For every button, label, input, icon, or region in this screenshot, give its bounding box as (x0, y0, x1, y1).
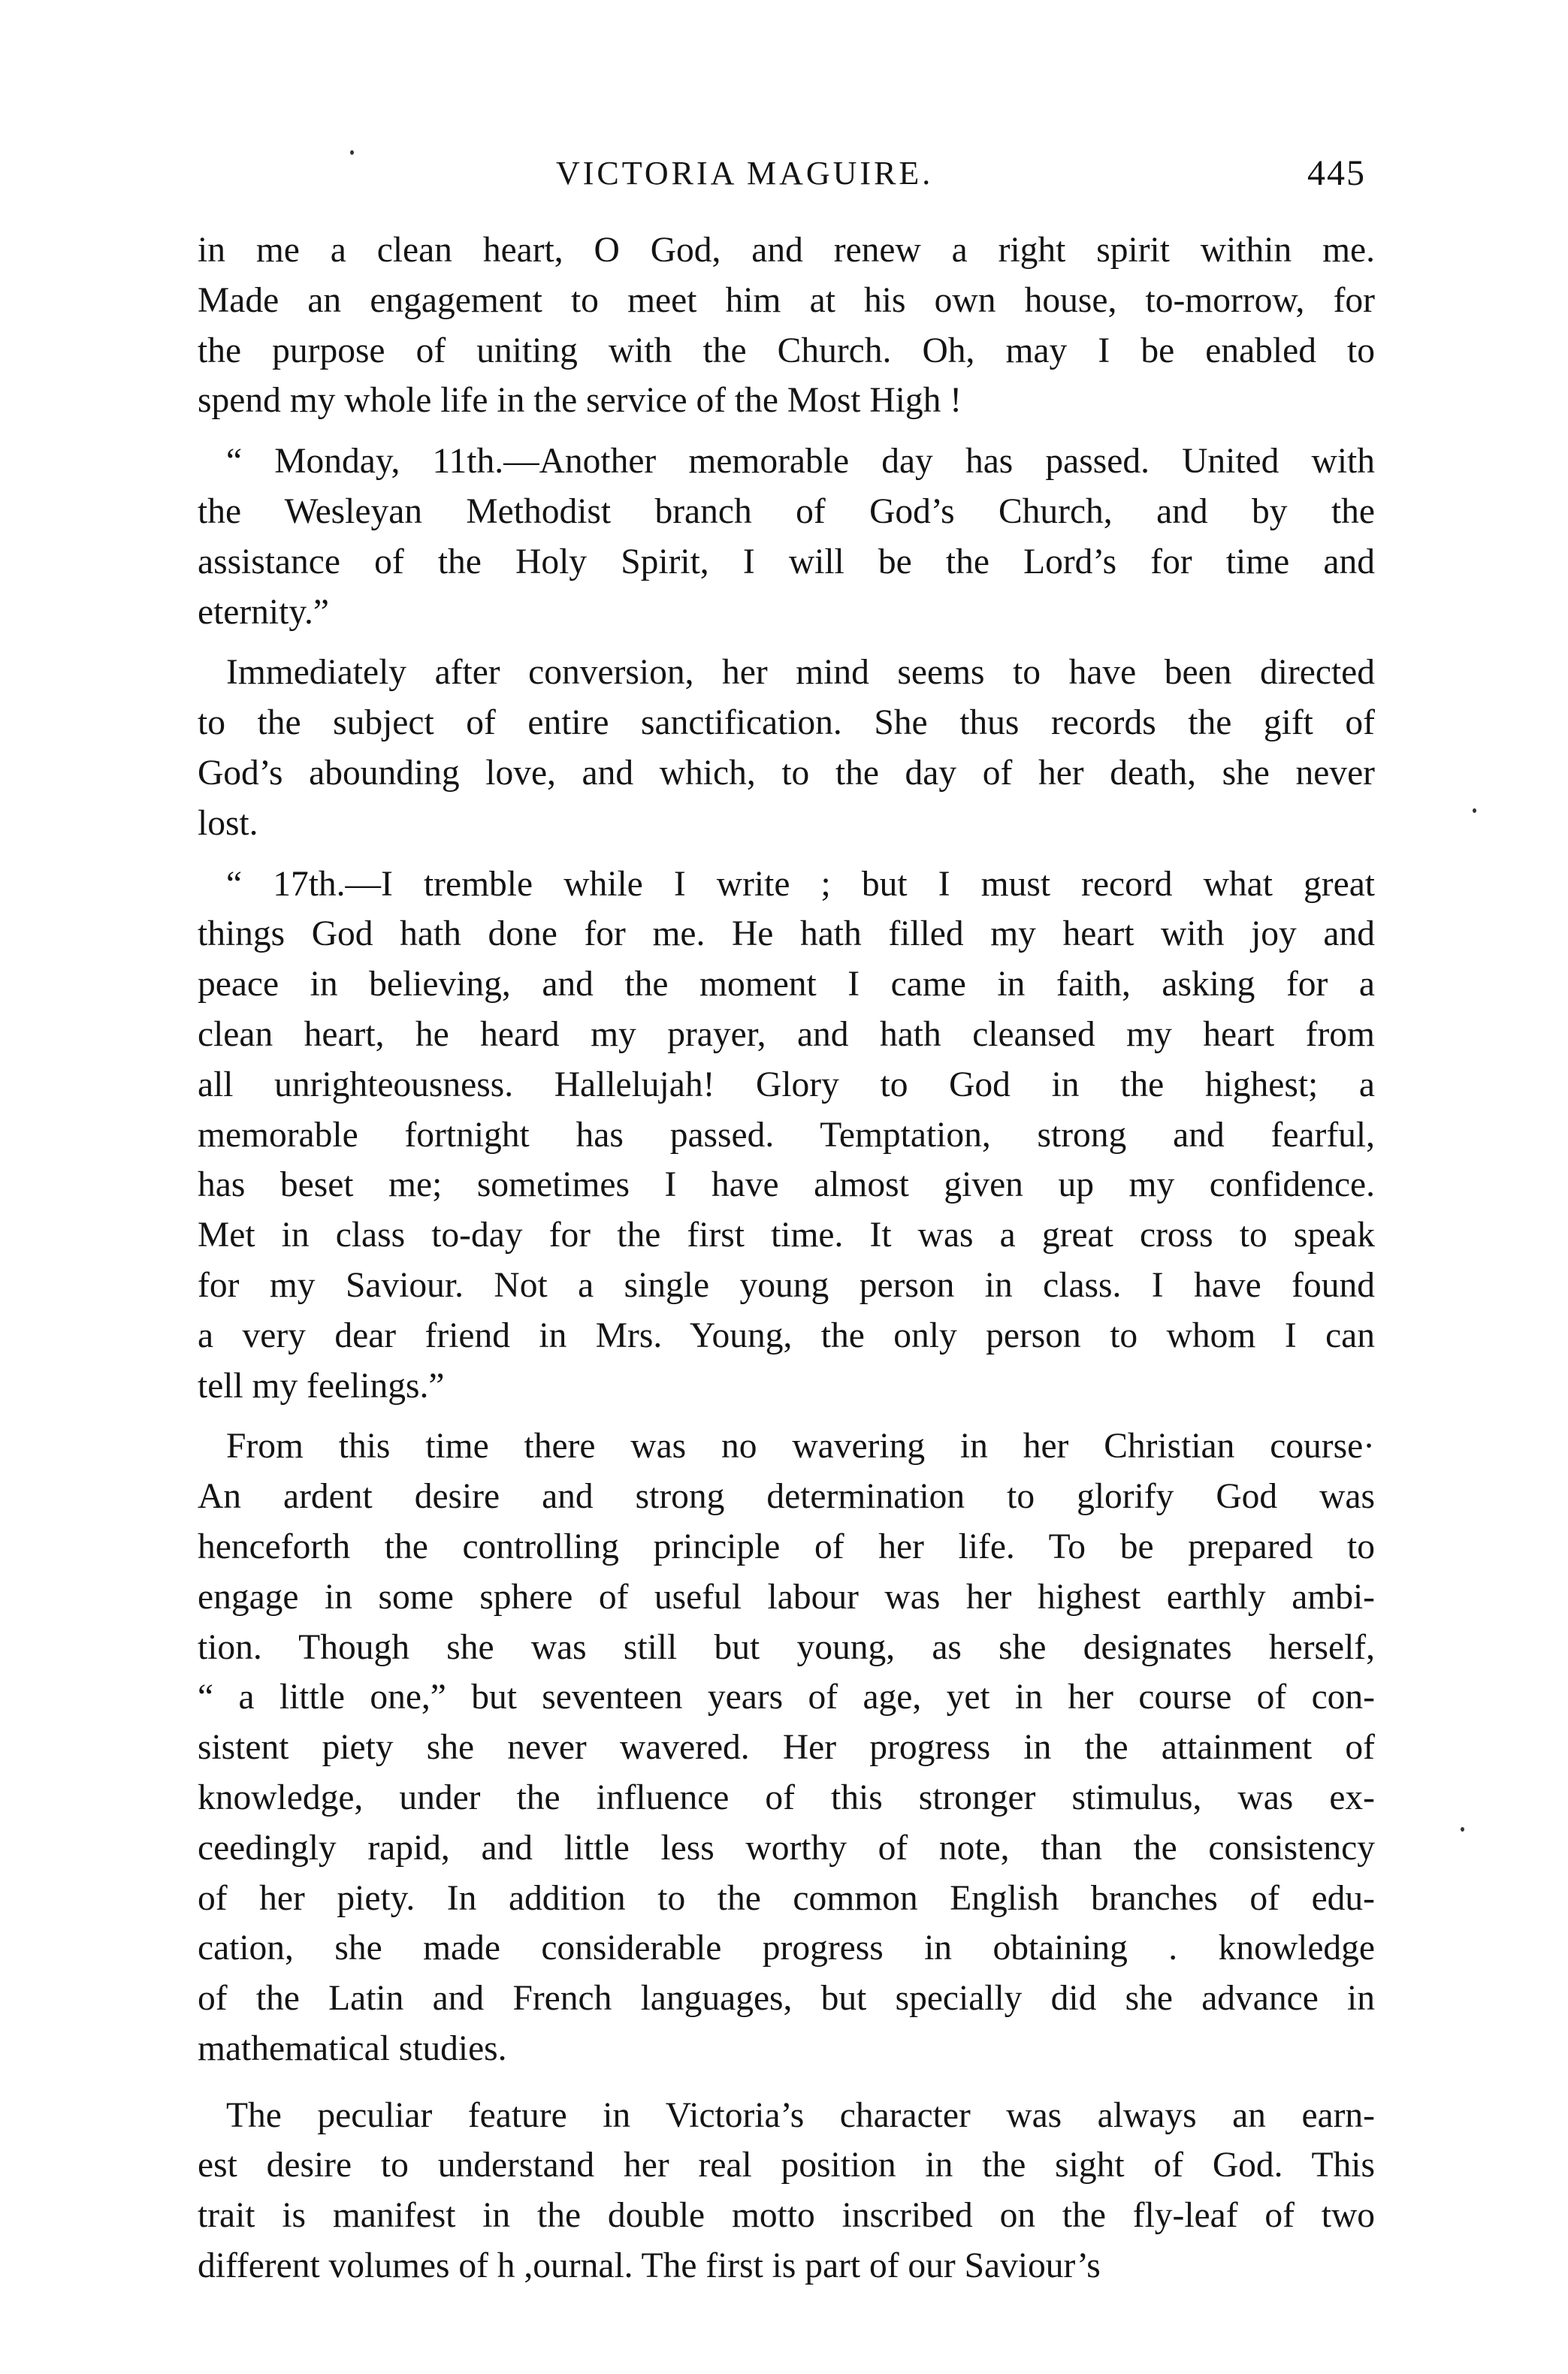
text-line: for my Saviour. Not a single young person in class. I have found (198, 1265, 1375, 1305)
text-line: clean heart, he heard my prayer, and hath cleansed my heart from (198, 1014, 1375, 1054)
text-line: sistent piety she never wavered. Her progress in the attainment of (198, 1728, 1375, 1768)
text-line: Immediately after conversion, her mind seems to have been directed (226, 653, 1375, 693)
text-line: peace in believing, and the moment I came in faith, asking for a (198, 965, 1375, 1004)
text-line: of her piety. In addition to the common English branches of edu- (198, 1878, 1375, 1918)
text-line: cation, she made considerable progress in obtaining . knowledge (198, 1928, 1375, 1968)
text-line: mathematical studies. (198, 2028, 507, 2068)
text-line: The peculiar feature in Victoria’s character was always an earn- (226, 2095, 1375, 2135)
body-text (198, 225, 1375, 2291)
text-line: Met in class to-day for the first time. It was a great cross to speak (198, 1216, 1375, 1255)
text-line: memorable fortnight has passed. Temptation, strong and fearful, (198, 1115, 1375, 1155)
page-header (0, 154, 1568, 207)
text-line: a very dear friend in Mrs. Young, the only person to whom I can (198, 1315, 1375, 1355)
text-line: the Wesleyan Methodist branch of God’s Church, and by the (198, 491, 1375, 531)
text-line: est desire to understand her real position in the sight of God. This (198, 2146, 1375, 2185)
text-line: different volumes of h ,ournal. The first is part of our Saviour’s (198, 2246, 1101, 2286)
paragraph (198, 225, 1375, 426)
text-line: in me a clean heart, O God, and renew a right spirit within me. (198, 231, 1375, 270)
text-line: has beset me; sometimes I have almost given up my confidence. (198, 1165, 1375, 1205)
text-line: spend my whole life in the service of the Most High ! (198, 381, 962, 421)
text-line: all unrighteousness. Hallelujah! Glory to God in the highest; a (198, 1065, 1375, 1104)
text-line: eternity.” (198, 592, 329, 632)
paragraph (198, 859, 1375, 1412)
text-line: “ Monday, 11th.—Another memorable day has passed. United with (226, 442, 1375, 482)
text-line: tell my feelings.” (198, 1366, 445, 1406)
paragraph (198, 2091, 1375, 2291)
print-speck (350, 150, 354, 155)
text-line: From this time there was no wavering in her Christian course· (226, 1427, 1375, 1466)
paragraph (198, 1421, 1375, 2073)
text-line: tion. Though she was still but young, as she designates herself, (198, 1627, 1375, 1667)
text-line: ceedingly rapid, and little less worthy of note, than the consistency (198, 1828, 1375, 1868)
text-line: the purpose of uniting with the Church. Oh, may I be enabled to (198, 331, 1375, 370)
print-speck (1461, 1827, 1464, 1832)
text-line: Made an engagement to meet him at his own house, to-morrow, for (198, 280, 1375, 320)
running-head: VICTORIA MAGUIRE. (556, 155, 934, 192)
text-line: engage in some sphere of useful labour was her highest earthly ambi- (198, 1577, 1375, 1617)
paragraph (198, 436, 1375, 637)
paragraph (198, 648, 1375, 848)
text-line: of the Latin and French languages, but specially did she advance in (198, 1979, 1375, 2019)
text-line: lost. (198, 803, 258, 843)
page-number: 445 (1307, 153, 1366, 193)
text-line: trait is manifest in the double motto inscribed on the fly-leaf of two (198, 2196, 1375, 2236)
print-speck (1473, 808, 1476, 813)
text-line: assistance of the Holy Spirit, I will be the Lord’s for time and (198, 542, 1375, 581)
text-line: God’s abounding love, and which, to the day of her death, she never (198, 753, 1375, 793)
text-line: henceforth the controlling principle of her life. To be prepared to (198, 1527, 1375, 1566)
text-line: knowledge, under the influence of this stronger stimulus, was ex- (198, 1777, 1375, 1817)
text-line: things God hath done for me. He hath filled my heart with joy and (198, 914, 1375, 954)
text-line: “ 17th.—I tremble while I write ; but I must record what great (226, 864, 1375, 904)
text-line: “ a little one,” but seventeen years of age, yet in her course of con- (198, 1678, 1375, 1717)
text-line: to the subject of entire sanctification. She thus records the gift of (198, 703, 1375, 743)
text-line: An ardent desire and strong determination to glorify God was (198, 1477, 1375, 1517)
